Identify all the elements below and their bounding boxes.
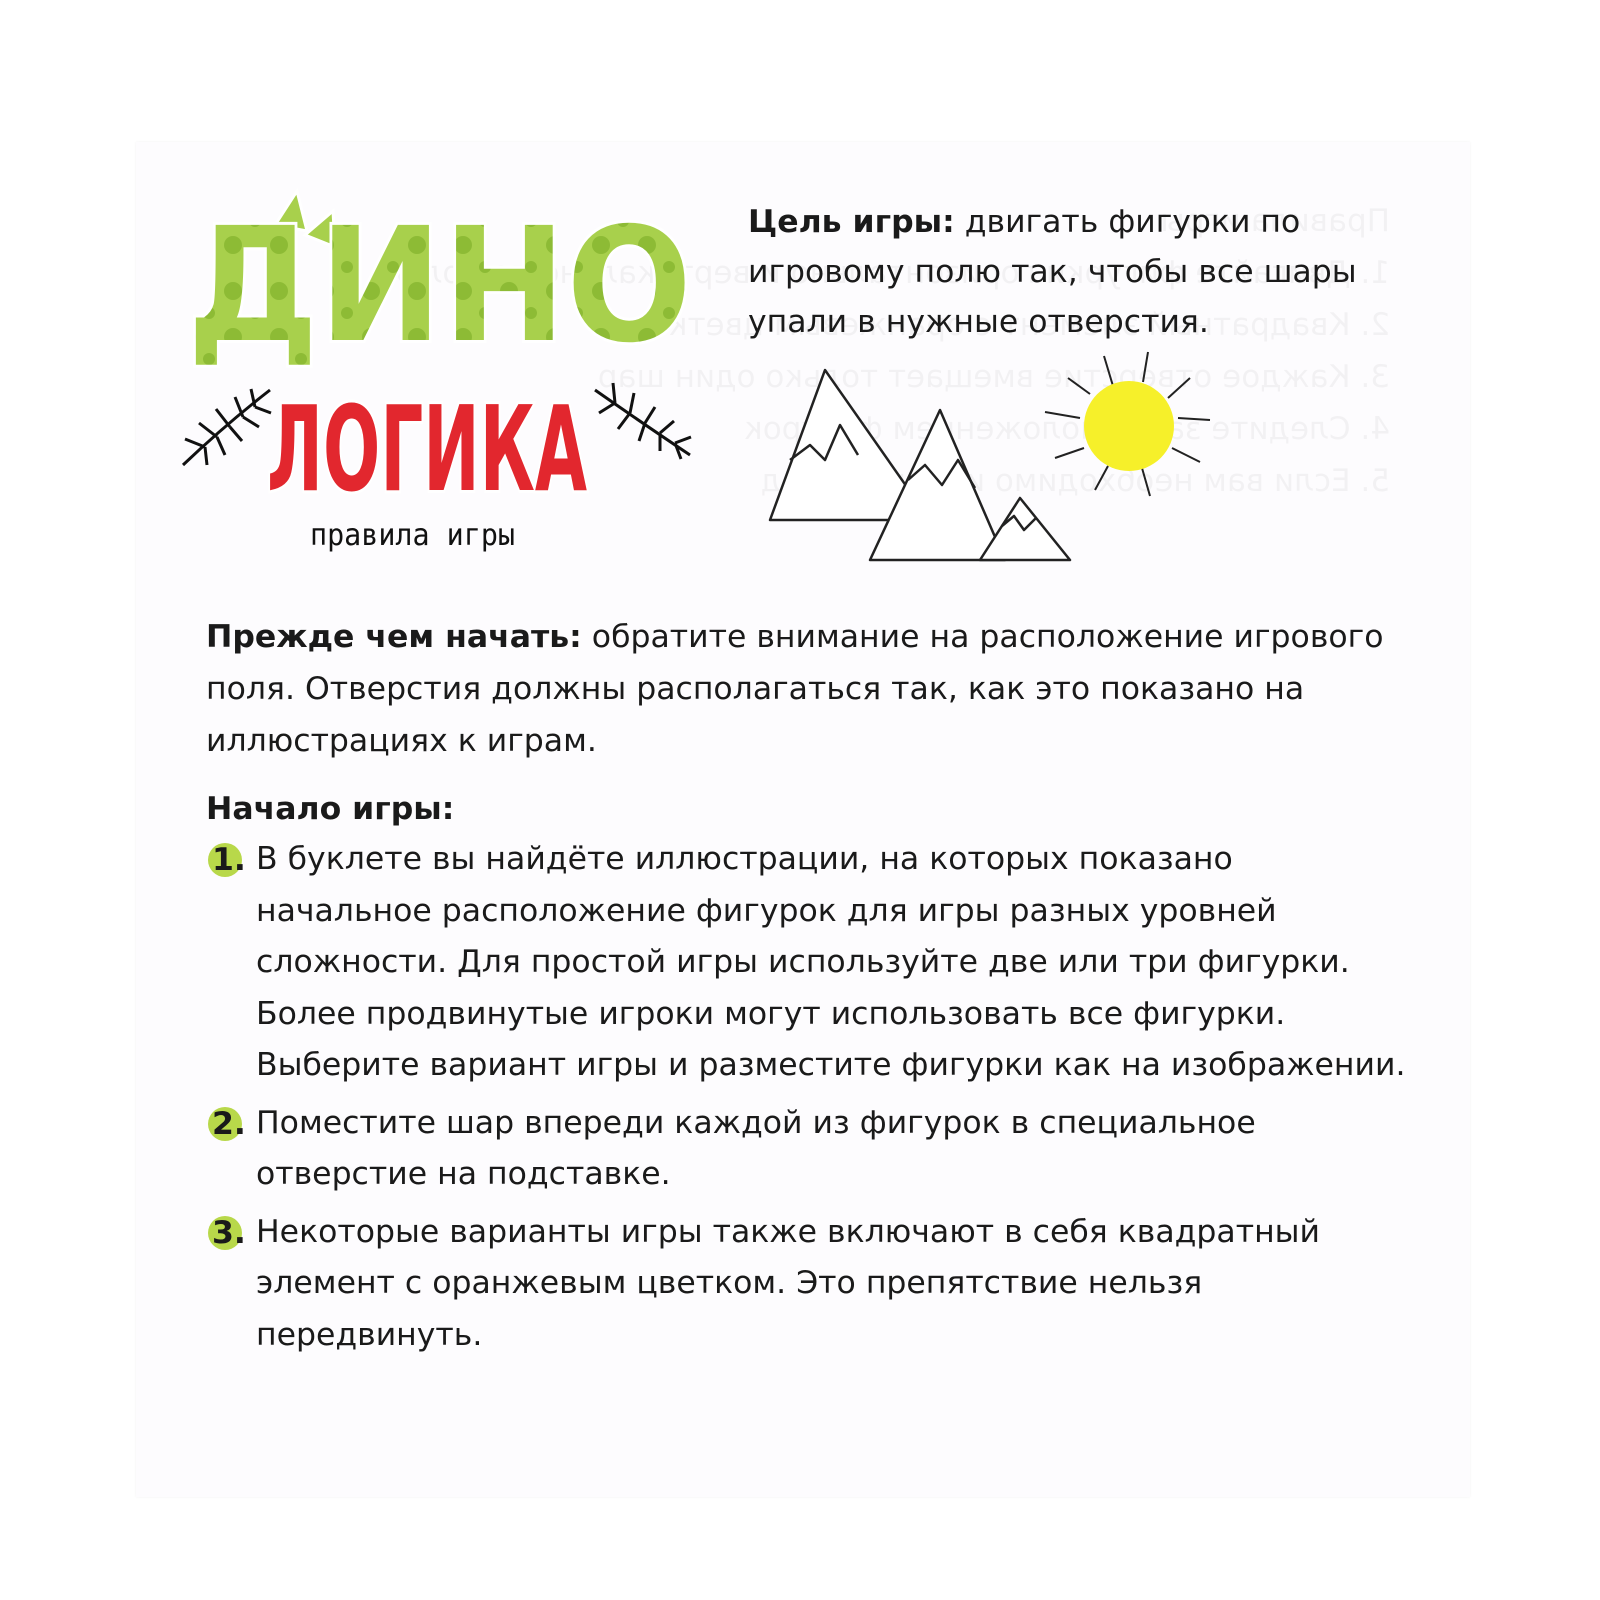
logo-line2: ЛОГИКА [267,380,587,518]
step-number-badge: 2. [206,1098,256,1150]
step-item [206,1207,1416,1362]
logo-line1: ДИНО [187,194,692,378]
step-text: В буклете вы найдёте иллюстрации, на которых показано начальное расположение фигурок для игры разных уровней сложности. Для простой игры используйте две или три фигурки. Более продвинутые игроки могут использовать все фигурки. Выберите вариант игры и разместите фигурки как на изображении. [256,841,1406,1083]
step-item [206,1098,1416,1201]
step-number-badge: 1. [206,834,256,886]
dino-logic-logo [175,185,715,575]
before-text: обратите внимание на расположение игрового поля. Отверстия должны располагаться так, как это показано на иллюстрациях к играм. [206,619,1384,759]
leaf-left-icon [183,389,271,465]
step-number-badge: 3. [206,1207,256,1259]
before-start-paragraph [206,611,1416,767]
step-text: Поместите шар впереди каждой из фигурок в специальное отверстие на подставке. [256,1104,1256,1192]
logo-subtitle: правила игры [310,518,515,553]
goal-label: Цель игры: [748,204,955,240]
start-heading: Начало игры: [206,791,455,827]
steps-list [206,834,1416,1367]
step-text: Некоторые варианты игры также включают в себя квадратный элемент с оранжевым цветком. Это препятствие нельзя передвинуть. [256,1213,1321,1353]
before-label: Прежде чем начать: [206,619,582,655]
goal-text: двигать фигурки по игровому полю так, чтобы все шары упали в нужные отверстия. [748,204,1357,340]
mountains-icon [770,370,1070,560]
mountains-sun-illustration [770,350,1420,590]
goal-paragraph [748,197,1408,347]
sun-icon [1045,352,1210,496]
step-item [206,834,1416,1092]
leaf-right-icon [595,383,691,459]
